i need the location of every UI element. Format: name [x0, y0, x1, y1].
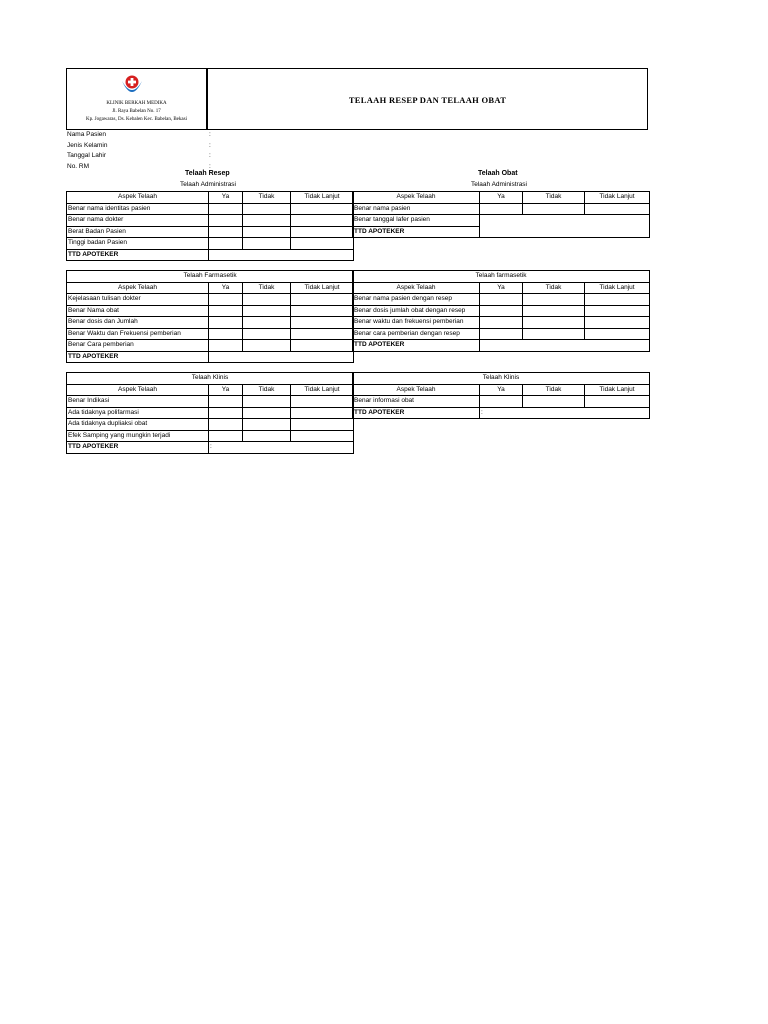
ya-cell[interactable]: [209, 238, 243, 250]
ya-cell[interactable]: [209, 215, 243, 227]
ttd-apoteker-label: TTD APOTEKER: [353, 340, 480, 352]
tidak-cell[interactable]: [243, 317, 291, 329]
col-header-ya: Ya: [480, 384, 523, 396]
patient-field-colon[interactable]: :: [209, 162, 211, 170]
tidak-cell[interactable]: [243, 340, 291, 352]
col-header-tidak: Tidak: [243, 192, 291, 204]
obat-klinis-title: Telaah Klinis: [353, 373, 650, 385]
obat-farmasetik-title: Telaah farmasetik: [353, 271, 650, 283]
col-header-tidak: Tidak: [523, 384, 585, 396]
ttd-row: [353, 340, 650, 352]
tidak-lanjut-cell[interactable]: [291, 226, 354, 238]
table-header-row: [353, 282, 650, 294]
table-row: [67, 226, 354, 238]
tidak-lanjut-cell[interactable]: [291, 430, 354, 442]
col-header-ya: Ya: [480, 192, 523, 204]
aspek-label: Benar informasi obat: [353, 396, 480, 408]
ttd-apoteker-label: TTD APOTEKER: [353, 226, 480, 238]
table-row: [67, 340, 354, 352]
aspek-label: Benar Cara pemberian: [67, 340, 209, 352]
col-header-tidak-lanjut: Tidak Lanjut: [585, 384, 650, 396]
resep-admin-subtitle: Telaah Administrasi: [180, 181, 236, 188]
table-header-row: [353, 384, 650, 396]
ya-cell[interactable]: [209, 328, 243, 340]
tidak-cell[interactable]: [523, 294, 585, 306]
tidak-lanjut-cell[interactable]: [291, 238, 354, 250]
table-row: [67, 203, 354, 215]
obat-klinis-table: [352, 372, 650, 419]
ya-cell[interactable]: [209, 419, 243, 431]
aspek-label: Efek Samping yang mungkin terjadi: [67, 430, 209, 442]
col-header-tidak-lanjut: Tidak Lanjut: [291, 282, 354, 294]
table-row: [67, 396, 354, 408]
tidak-cell[interactable]: [243, 407, 291, 419]
obat-farmasetik-table: [352, 270, 650, 352]
patient-field-gender: [67, 141, 267, 152]
col-header-tidak-lanjut: Tidak Lanjut: [291, 384, 354, 396]
patient-field-colon[interactable]: :: [209, 141, 211, 149]
tidak-cell[interactable]: [243, 215, 291, 227]
clinic-logo-icon: [119, 72, 145, 98]
table-row: [67, 305, 354, 317]
col-header-aspek: Aspek Telaah: [67, 192, 209, 204]
table-row: [67, 419, 354, 431]
tidak-cell[interactable]: [243, 203, 291, 215]
tidak-lanjut-cell[interactable]: [291, 294, 354, 306]
ttd-row: [67, 249, 354, 261]
tidak-lanjut-cell[interactable]: [291, 203, 354, 215]
table-row: [67, 215, 354, 227]
document-title: TELAAH RESEP DAN TELAAH OBAT: [348, 95, 507, 105]
table-title-row: [67, 373, 354, 385]
patient-field-label: Nama Pasien: [67, 131, 107, 138]
clinic-address-line-1: Jl. Raya Babelan No. 17: [112, 109, 161, 114]
tidak-cell[interactable]: [243, 305, 291, 317]
form-header: [66, 68, 648, 130]
aspek-label: Benar nama dokter: [67, 215, 209, 227]
tidak-cell[interactable]: [243, 328, 291, 340]
tidak-lanjut-cell[interactable]: [291, 340, 354, 352]
ya-cell[interactable]: [209, 226, 243, 238]
aspek-label: Benar dosis dan Jumlah: [67, 317, 209, 329]
table-row: [67, 328, 354, 340]
ttd-row: [67, 442, 354, 454]
col-header-ya: Ya: [209, 282, 243, 294]
section-title-obat: Telaah Obat: [478, 170, 518, 177]
tidak-lanjut-cell[interactable]: [291, 407, 354, 419]
ya-cell[interactable]: [209, 317, 243, 329]
col-header-tidak-lanjut: Tidak Lanjut: [585, 192, 650, 204]
aspek-label: Kejelasaan tulisan dokter: [67, 294, 209, 306]
ya-cell[interactable]: [209, 407, 243, 419]
tidak-lanjut-cell[interactable]: [585, 328, 650, 340]
col-header-aspek: Aspek Telaah: [67, 282, 209, 294]
tidak-cell[interactable]: [523, 328, 585, 340]
aspek-label: Berat Badan Pasien: [67, 226, 209, 238]
col-header-tidak-lanjut: Tidak Lanjut: [585, 282, 650, 294]
ttd-apoteker-label: TTD APOTEKER: [67, 351, 209, 363]
ttd-apoteker-label: TTD APOTEKER: [67, 442, 209, 454]
ya-cell[interactable]: [209, 203, 243, 215]
tidak-cell[interactable]: [243, 396, 291, 408]
ya-cell[interactable]: [480, 305, 523, 317]
ttd-row: [67, 351, 354, 363]
aspek-label: Benar waktu dan frekuensi pemberian: [353, 317, 480, 329]
col-header-aspek: Aspek Telaah: [353, 282, 480, 294]
tidak-lanjut-cell[interactable]: [291, 328, 354, 340]
table-row: [67, 430, 354, 442]
tidak-lanjut-cell[interactable]: [585, 317, 650, 329]
aspek-label: Benar Indikasi: [67, 396, 209, 408]
patient-field-birthdate: [67, 151, 267, 162]
ya-cell[interactable]: [209, 396, 243, 408]
table-row: [67, 238, 354, 250]
patient-field-label: Jenis Kelamin: [67, 141, 108, 149]
tidak-lanjut-cell[interactable]: [585, 203, 650, 215]
col-header-aspek: Aspek Telaah: [353, 384, 480, 396]
ttd-apoteker-field[interactable]: [480, 340, 650, 352]
obat-admin-merged-cell[interactable]: [480, 215, 650, 238]
col-header-tidak: Tidak: [523, 282, 585, 294]
col-header-ya: Ya: [209, 192, 243, 204]
clinic-name: KLINIK BERKAH MEDIKA: [106, 101, 167, 106]
aspek-label: Ada tidaknya polifarmasi: [67, 407, 209, 419]
tidak-lanjut-cell[interactable]: [291, 396, 354, 408]
aspek-label: Benar nama pasien dengan resep: [353, 294, 480, 306]
table-row: [353, 305, 650, 317]
tidak-lanjut-cell[interactable]: [585, 396, 650, 408]
tidak-lanjut-cell[interactable]: [585, 294, 650, 306]
table-header-row: [67, 282, 354, 294]
aspek-label: Benar cara pemberian dengan resep: [353, 328, 480, 340]
ya-cell[interactable]: [480, 317, 523, 329]
ya-cell[interactable]: [480, 294, 523, 306]
tidak-cell[interactable]: [523, 203, 585, 215]
ya-cell[interactable]: [209, 340, 243, 352]
ya-cell[interactable]: [480, 396, 523, 408]
section-title-resep: Telaah Resep: [185, 170, 230, 177]
aspek-label: Benar dosis jumlah obat dengan resep: [353, 305, 480, 317]
patient-info: [67, 130, 267, 172]
table-row: [67, 317, 354, 329]
clinic-address-line-2: Kp. Jogawaras, Ds. Kebalen Kec. Babelan, Bekasi: [86, 117, 187, 122]
col-header-tidak-lanjut: Tidak Lanjut: [291, 192, 354, 204]
aspek-label: Benar Nama obat: [67, 305, 209, 317]
table-row: [67, 294, 354, 306]
ttd-apoteker-field[interactable]: [209, 351, 354, 363]
tidak-cell[interactable]: [523, 396, 585, 408]
table-row: [353, 215, 650, 227]
ya-cell[interactable]: [209, 430, 243, 442]
aspek-label: Benar nama pasien: [353, 203, 480, 215]
ttd-apoteker-field[interactable]: :: [480, 407, 650, 419]
tidak-cell[interactable]: [243, 294, 291, 306]
ya-cell[interactable]: [209, 294, 243, 306]
ttd-apoteker-field[interactable]: [209, 249, 354, 261]
tidak-lanjut-cell[interactable]: [291, 215, 354, 227]
col-header-tidak: Tidak: [243, 384, 291, 396]
table-title-row: [353, 373, 650, 385]
patient-field-colon[interactable]: :: [209, 131, 211, 138]
ya-cell[interactable]: [209, 305, 243, 317]
col-header-tidak: Tidak: [243, 282, 291, 294]
tidak-cell[interactable]: [243, 238, 291, 250]
table-title-row: [67, 271, 354, 283]
table-title-row: [353, 271, 650, 283]
tidak-lanjut-cell[interactable]: [291, 317, 354, 329]
col-header-tidak: Tidak: [523, 192, 585, 204]
aspek-label: Benar tanggal lafer pasien: [353, 215, 480, 227]
col-header-ya: Ya: [209, 384, 243, 396]
patient-field-name: [67, 130, 267, 141]
table-row: [353, 294, 650, 306]
obat-admin-subtitle: Telaah Administrasi: [471, 181, 527, 188]
ttd-row: [353, 407, 650, 419]
tidak-lanjut-cell[interactable]: [585, 305, 650, 317]
ttd-apoteker-label: TTD APOTEKER: [67, 249, 209, 261]
col-header-aspek: Aspek Telaah: [353, 192, 480, 204]
table-row: [67, 407, 354, 419]
ttd-apoteker-field[interactable]: :: [209, 442, 354, 454]
tidak-cell[interactable]: [523, 317, 585, 329]
col-header-ya: Ya: [480, 282, 523, 294]
resep-farmasetik-title: Telaah Farmasetik: [67, 271, 354, 283]
table-row: [353, 396, 650, 408]
table-header-row: [353, 192, 650, 204]
ttd-apoteker-label: TTD APOTEKER: [353, 407, 480, 419]
ya-cell[interactable]: [480, 328, 523, 340]
resep-klinis-table: [66, 372, 354, 454]
patient-field-label: No. RM: [67, 162, 90, 170]
table-row: [353, 317, 650, 329]
aspek-label: Tinggi badan Pasien: [67, 238, 209, 250]
aspek-label: Ada tidaknya dupliaksi obat: [67, 419, 209, 431]
table-row: [353, 328, 650, 340]
patient-field-rm: [67, 162, 267, 173]
table-row: [353, 203, 650, 215]
tidak-lanjut-cell[interactable]: [291, 419, 354, 431]
clinic-block: [67, 69, 208, 129]
tidak-cell[interactable]: [243, 226, 291, 238]
patient-field-colon[interactable]: :: [209, 152, 211, 159]
aspek-label: Benar nama identitas pasien: [67, 203, 209, 215]
ya-cell[interactable]: [480, 203, 523, 215]
tidak-cell[interactable]: [243, 419, 291, 431]
resep-farmasetik-table: [66, 270, 354, 363]
tidak-lanjut-cell[interactable]: [291, 305, 354, 317]
col-header-aspek: Aspek Telaah: [67, 384, 209, 396]
aspek-label: Benar Waktu dan Frekuensi pemberian: [67, 328, 209, 340]
obat-admin-table: [352, 191, 650, 238]
tidak-cell[interactable]: [243, 430, 291, 442]
table-header-row: [67, 192, 354, 204]
tidak-cell[interactable]: [523, 305, 585, 317]
patient-field-label: Tanggal Lahir: [67, 152, 107, 159]
table-header-row: [67, 384, 354, 396]
resep-klinis-title: Telaah Klinis: [67, 373, 354, 385]
resep-admin-table: [66, 191, 354, 261]
